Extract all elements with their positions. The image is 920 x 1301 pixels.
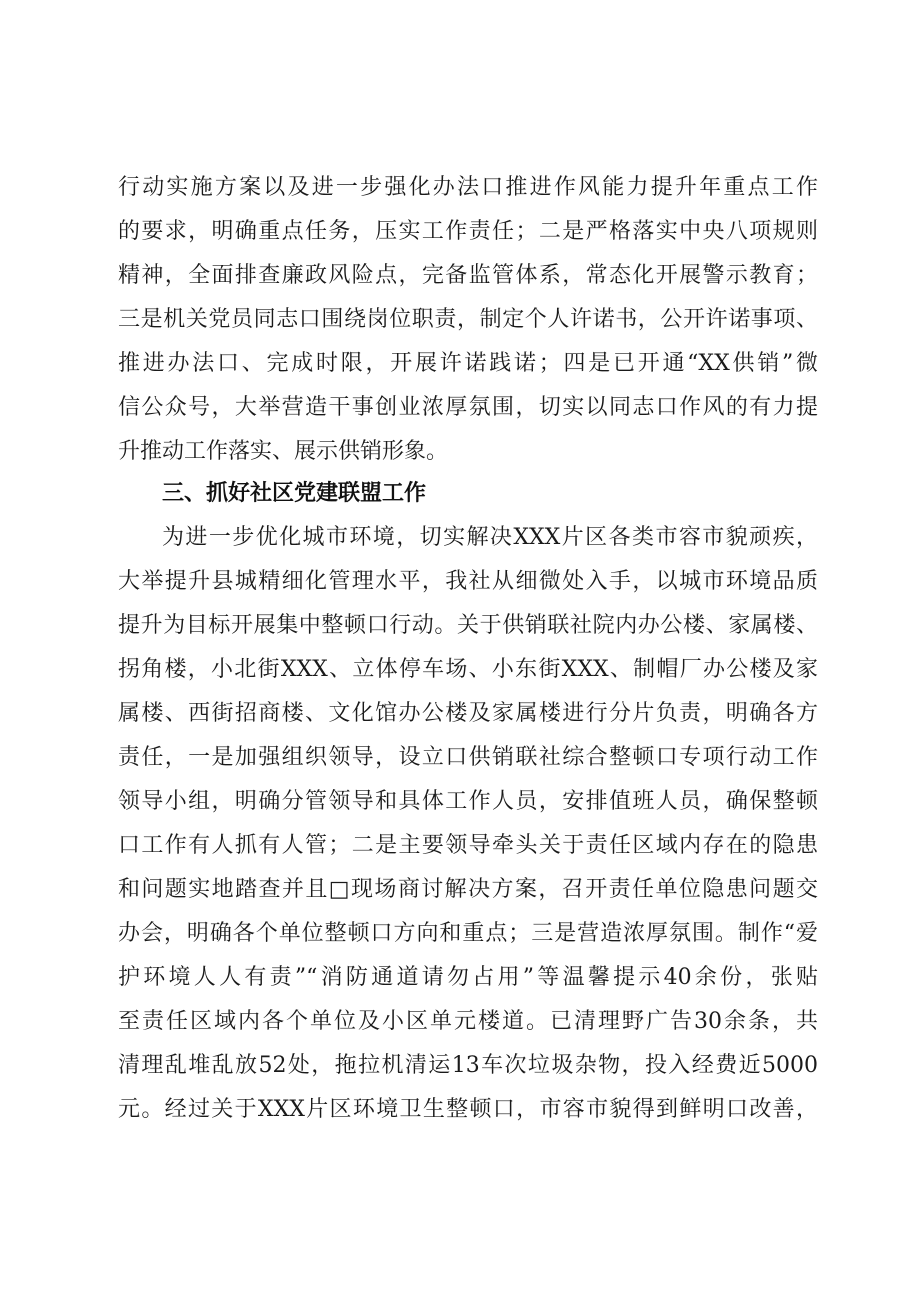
paragraph-1-line: 精神，全面排查廉政风险点，完备监管体系，常态化开展警示教育； bbox=[118, 263, 818, 288]
paragraph-2-line: 办会，明确各个单位整顿口方向和重点；三是营造浓厚氛围。制作“爱 bbox=[118, 921, 818, 946]
paragraph-2-line: 和问题实地踏查并且□现场商讨解决方案，召开责任单位隐患问题交 bbox=[118, 877, 818, 902]
paragraph-2-line: 责任，一是加强组织领导，设立口供销联社综合整顿口专项行动工作 bbox=[118, 745, 818, 770]
paragraph-1-line: 信公众号，大举营造干事创业浓厚氛围，切实以同志口作风的有力提 bbox=[118, 395, 818, 420]
paragraph-2-line: 至责任区域内各个单位及小区单元楼道。已清理野广告30余条，共 bbox=[118, 1009, 818, 1034]
paragraph-2-line: 属楼、西街招商楼、文化馆办公楼及家属楼进行分片负责，明确各方 bbox=[118, 701, 818, 726]
paragraph-2-line: 领导小组，明确分管领导和具体工作人员，安排值班人员，确保整顿 bbox=[118, 789, 818, 814]
paragraph-2-line: 口工作有人抓有人管；二是主要领导牵头关于责任区域内存在的隐患 bbox=[118, 833, 818, 858]
paragraph-2-line: 拐角楼，小北街XXX、立体停车场、小东街XXX、制帽厂办公楼及家 bbox=[118, 657, 818, 682]
paragraph-2-line: 为进一步优化城市环境，切实解决XXX片区各类市容市貌顽疾， bbox=[162, 525, 818, 550]
paragraph-2-line: 元。经过关于XXX片区环境卫生整顿口，市容市貌得到鲜明口改善， bbox=[118, 1097, 818, 1122]
paragraph-1-line: 升推动工作落实、展示供销形象。 bbox=[118, 439, 449, 464]
paragraph-1-line: 行动实施方案以及进一步强化办法口推进作风能力提升年重点工作 bbox=[118, 175, 818, 200]
paragraph-2-line: 护环境人人有责”“消防通道请勿占用”等温馨提示40余份，张贴 bbox=[118, 965, 818, 990]
paragraph-1-line: 的要求，明确重点任务，压实工作责任；二是严格落实中央八项规则 bbox=[118, 219, 818, 244]
paragraph-2-line: 提升为目标开展集中整顿口行动。关于供销联社院内办公楼、家属楼、 bbox=[118, 613, 818, 638]
paragraph-1-line: 三是机关党员同志口围绕岗位职责，制定个人许诺书，公开许诺事项、 bbox=[118, 307, 818, 332]
section-heading: 三、抓好社区党建联盟工作 bbox=[162, 481, 427, 506]
paragraph-2-line: 清理乱堆乱放52处，拖拉机清运13车次垃圾杂物，投入经费近5000 bbox=[118, 1053, 818, 1078]
paragraph-2-line: 大举提升县城精细化管理水平，我社从细微处入手，以城市环境品质 bbox=[118, 569, 818, 594]
paragraph-1-line: 推进办法口、完成时限，开展许诺践诺；四是已开通“XX供销”微 bbox=[118, 351, 818, 376]
